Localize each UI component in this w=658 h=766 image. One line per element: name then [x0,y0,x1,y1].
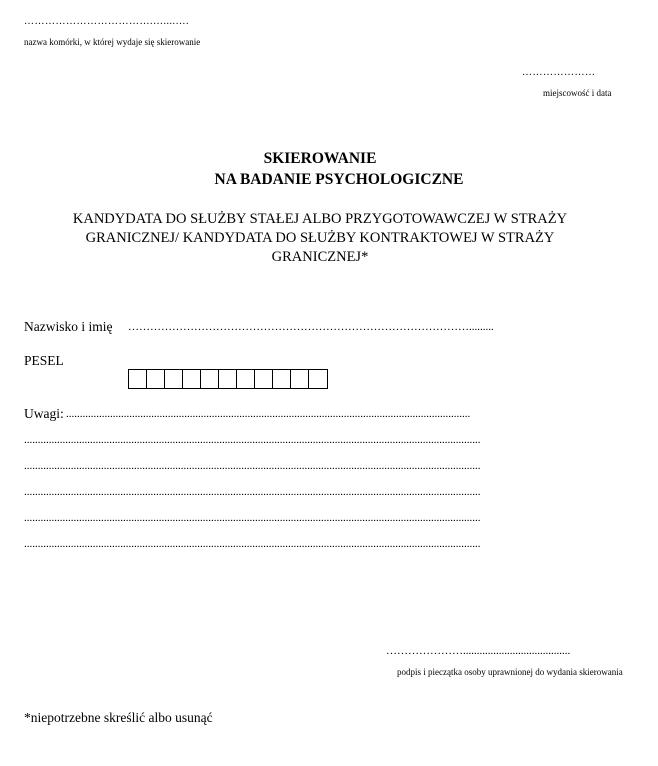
pesel-grid [128,369,328,389]
remarks-dotted-line[interactable]: ...................................................................................................................................................................... [24,538,481,550]
remarks-label: Uwagi: [24,406,64,421]
pesel-digit-cell[interactable] [291,370,309,388]
name-label: Nazwisko i imię [24,319,113,334]
unit-name-dotted-line[interactable]: ……………………………….…....…. [24,16,189,27]
pesel-digit-cell[interactable] [129,370,147,388]
pesel-label: PESEL [24,353,64,368]
place-date-label: miejscowość i data [543,88,612,98]
signature-label: podpis i pieczątka osoby uprawnionej do wydania skierowania [397,667,623,677]
pesel-digit-cell[interactable] [219,370,237,388]
pesel-digit-cell[interactable] [273,370,291,388]
signature-dotted-line[interactable]: …………………....................................... [386,645,571,657]
subtitle-line2: GRANICZNEJ/ KANDYDATA DO SŁUŻBY KONTRAKTOWEJ W STRAŻY [85,230,555,246]
pesel-digit-cell[interactable] [255,370,273,388]
remarks-dotted-line[interactable]: ...................................................................................................................................................................... [24,434,481,446]
remarks-dotted-line[interactable]: ...................................................................................................................................................................... [24,460,481,472]
pesel-digit-cell[interactable] [165,370,183,388]
footnote: *niepotrzebne skreślić albo usunąć [24,710,213,725]
pesel-digit-cell[interactable] [183,370,201,388]
remarks-dotted-line[interactable]: ...................................................................................................................................................................... [24,486,481,498]
pesel-digit-cell[interactable] [237,370,255,388]
unit-name-label: nazwa komórki, w której wydaje się skierowanie [24,37,201,47]
pesel-digit-cell[interactable] [201,370,219,388]
name-dotted-line[interactable]: …………………………………………………………………………………......... [128,321,494,333]
place-date-dotted-line[interactable]: ………………… [522,67,596,78]
pesel-digit-cell[interactable] [309,370,327,388]
document-title-line1: SKIEROWANIE [263,150,377,167]
remarks-dotted-line[interactable]: ................................................................................................................................................... [66,408,471,420]
remarks-dotted-line[interactable]: ...................................................................................................................................................................... [24,512,481,524]
document-title-line2: NA BADANIE PSYCHOLOGICZNE [214,171,464,188]
subtitle-line3: GRANICZNEJ* [271,249,369,265]
pesel-digit-cell[interactable] [147,370,165,388]
subtitle-line1: KANDYDATA DO SŁUŻBY STAŁEJ ALBO PRZYGOTOWAWCZEJ W STRAŻY [72,211,568,227]
